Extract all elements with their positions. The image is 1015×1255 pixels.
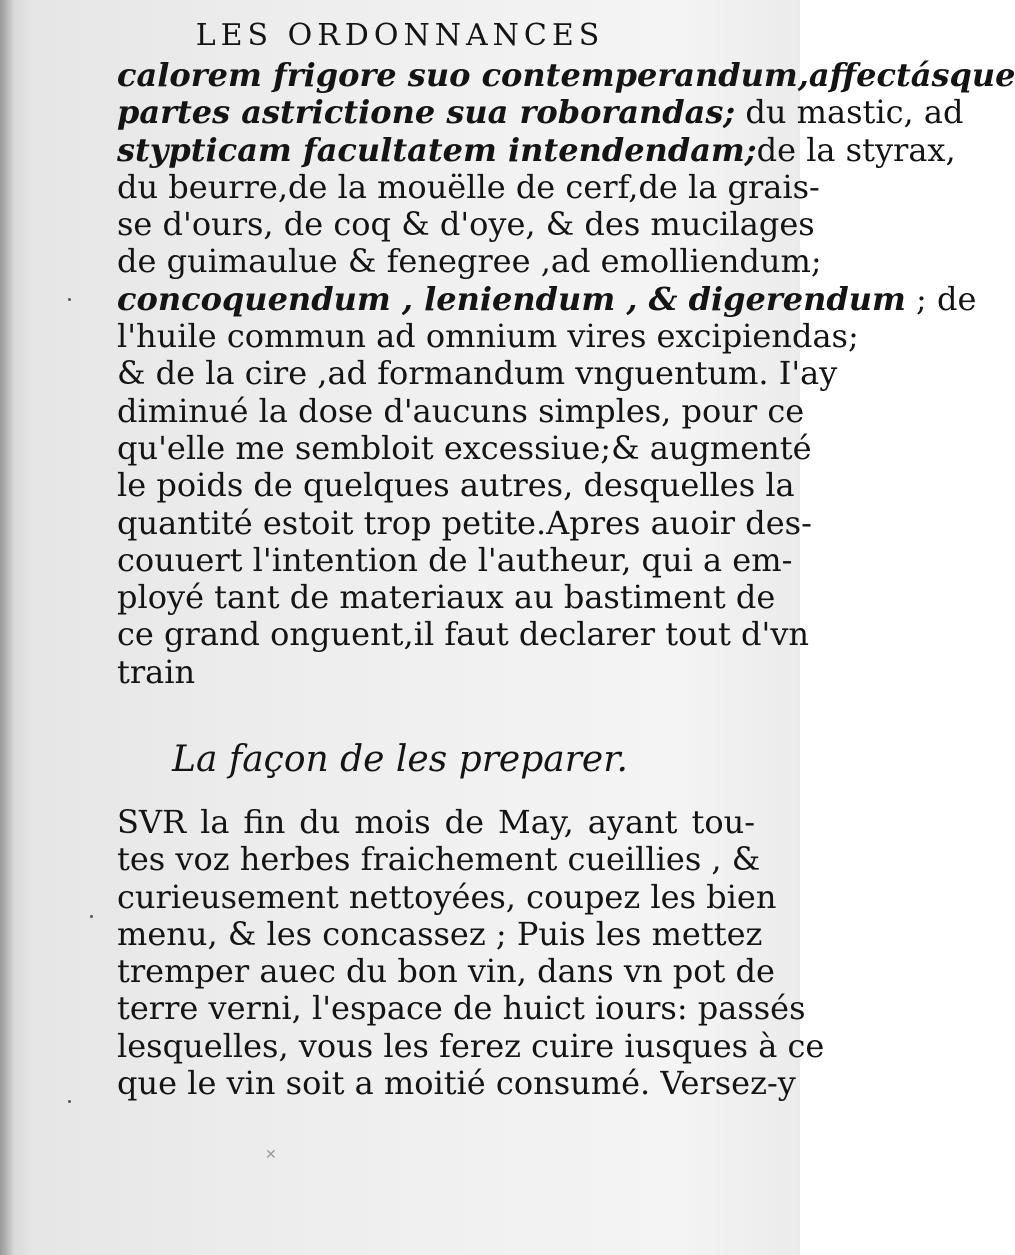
text-line: couuert l'intention de l'autheur, qui a em- xyxy=(117,540,793,579)
text-line: se d'ours, de coq & d'oye, & des mucilages xyxy=(117,205,815,244)
text-line: ployé tant de materiaux au bastiment de xyxy=(117,578,776,617)
text-line: l'huile commun ad omnium vires excipiendas; xyxy=(117,317,859,356)
section-heading: La façon de les preparer. xyxy=(172,739,628,780)
page-gutter-shadow xyxy=(0,0,14,1255)
text-line: menu, & les concassez ; Puis les mettez xyxy=(117,914,763,953)
text-line: partes astrictione sua roborandas; du mastic, ad xyxy=(117,93,964,132)
text-line: qu'elle me sembloit excessiue;& augmenté xyxy=(117,428,812,467)
text-line: ce grand onguent,il faut declarer tout d'vn xyxy=(117,615,809,654)
ink-speck xyxy=(90,915,93,918)
paragraph-preparation xyxy=(117,803,825,1103)
text-line: quantité estoit trop petite.Apres auoir des- xyxy=(117,503,812,542)
text-line: du beurre,de la mouëlle de cerf,de la grais- xyxy=(117,167,820,206)
text-line: train xyxy=(117,652,196,691)
text-line: curieusement nettoyées, coupez les bien xyxy=(117,877,777,916)
ink-speck xyxy=(68,1100,71,1103)
running-header: LES ORDONNANCES xyxy=(195,18,605,53)
text-line: diminué la dose d'aucuns simples, pour ce xyxy=(117,391,805,430)
text-line: stypticam facultatem intendendam;de la styrax, xyxy=(117,130,956,169)
paragraph-latin-ingredients xyxy=(117,56,1015,691)
bleed-through-mark: ✕ xyxy=(265,1147,277,1163)
text-line: lesquelles, vous les ferez cuire iusques à ce xyxy=(117,1026,825,1065)
text-line: concoquendum , leniendum , & digerendum ; de xyxy=(117,279,977,318)
ink-speck xyxy=(68,298,71,301)
text-line: & de la cire ,ad formandum vnguentum. I'ay xyxy=(117,354,838,393)
text-line: calorem frigore suo contemperandum,affectásque xyxy=(117,56,1015,94)
text-line: tremper auec du bon vin, dans vn pot de xyxy=(117,952,775,991)
text-line: terre verni, l'espace de huict iours: passés xyxy=(117,989,806,1028)
text-line: que le vin soit a moitié consumé. Versez-y xyxy=(117,1064,796,1103)
text-line: de guimaulue & fenegree ,ad emolliendum; xyxy=(117,242,822,281)
text-line: le poids de quelques autres, desquelles la xyxy=(117,466,795,505)
text-line: SVR la fin du mois de May, ayant tou- xyxy=(117,803,755,841)
text-line: tes voz herbes fraichement cueillies , & xyxy=(117,840,761,879)
